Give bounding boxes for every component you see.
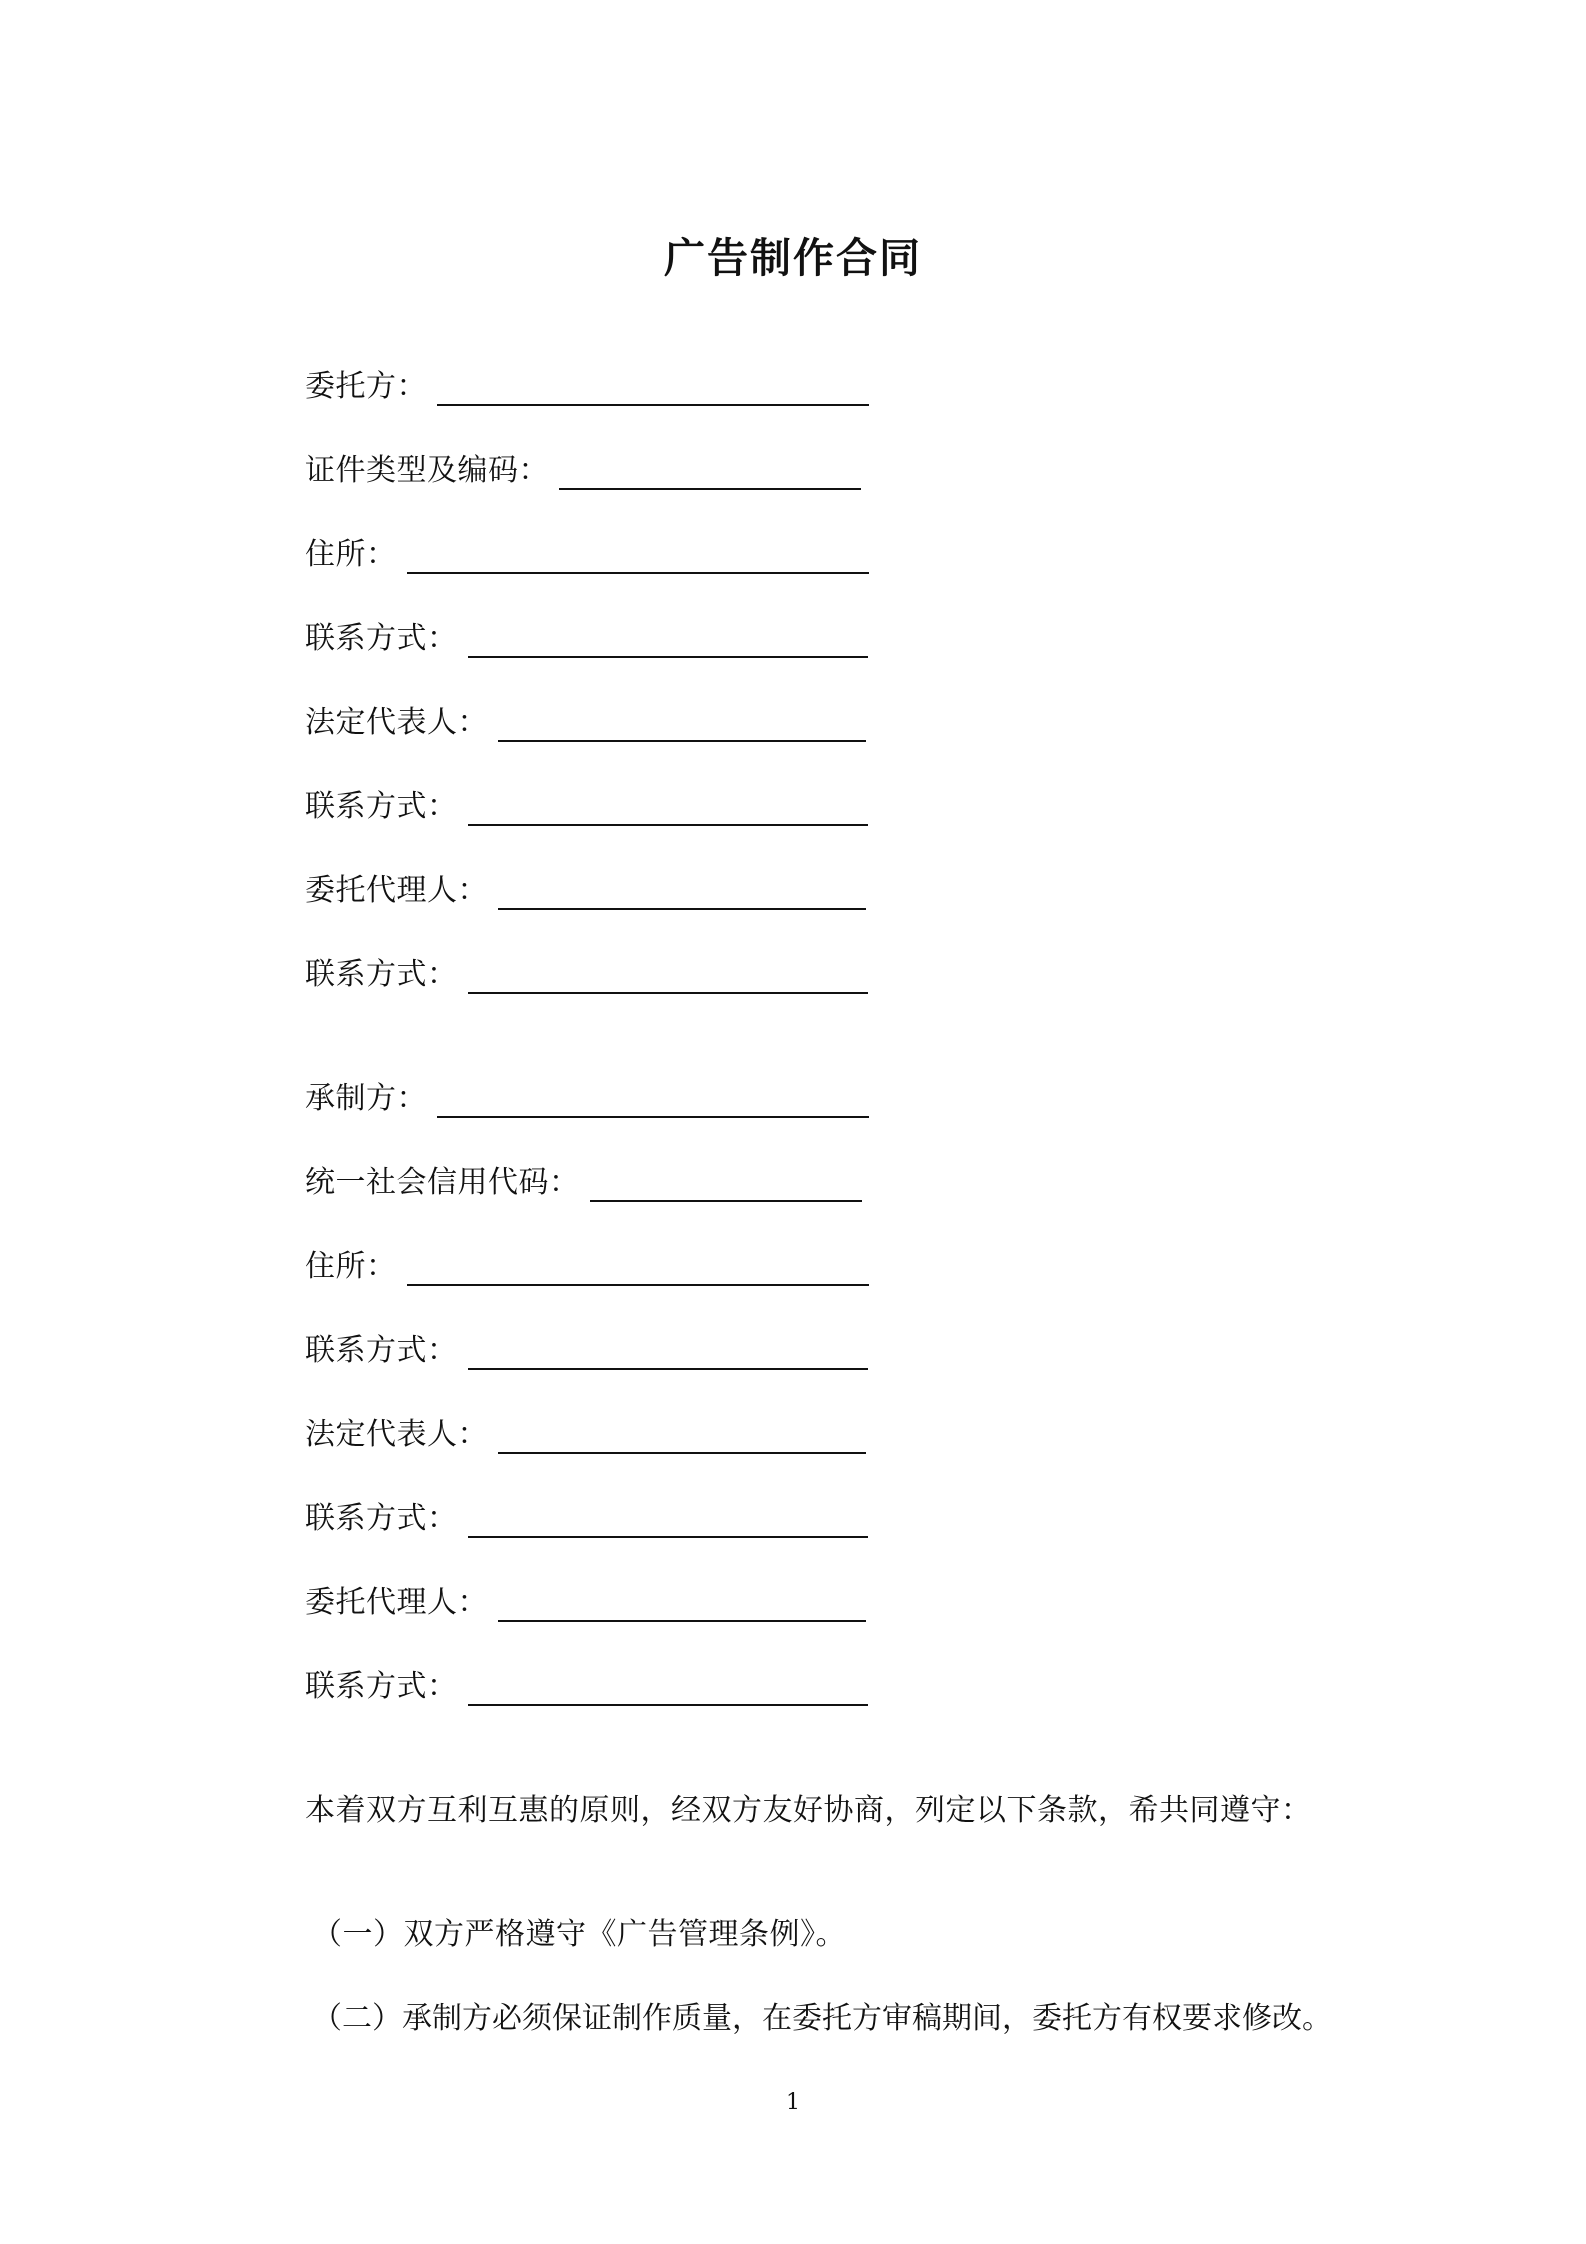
party-b-legal-rep-field xyxy=(305,1410,866,1460)
field-label: 法定代表人： xyxy=(305,705,488,740)
party-b-credit-code-field xyxy=(305,1158,862,1208)
party-a-address-field xyxy=(305,530,869,580)
field-label: 证件类型及编码： xyxy=(305,453,549,488)
fill-in-line[interactable] xyxy=(559,454,861,490)
page-number: 1 xyxy=(786,2090,800,2115)
field-label: 住所： xyxy=(305,1249,397,1284)
party-b-legal-rep-contact-field xyxy=(305,1494,868,1544)
party-a-legal-rep-field xyxy=(305,698,866,748)
field-label: 统一社会信用代码： xyxy=(305,1165,580,1200)
party-a-agent-contact-field xyxy=(305,950,868,1000)
field-label: 承制方： xyxy=(305,1081,427,1116)
fill-in-line[interactable] xyxy=(468,790,868,826)
party-a-id-type-field xyxy=(305,446,861,496)
field-label: 联系方式： xyxy=(305,1501,458,1536)
field-label: 委托方： xyxy=(305,369,427,404)
fill-in-line[interactable] xyxy=(498,1586,866,1622)
clause-1: （一）双方严格遵守《广告管理条例》。 xyxy=(312,1917,846,1952)
party-a-contact-field xyxy=(305,614,868,664)
field-label: 联系方式： xyxy=(305,789,458,824)
preamble-text: 本着双方互利互惠的原则，经双方友好协商，列定以下条款，希共同遵守： xyxy=(305,1793,1312,1828)
party-b-contractor-field xyxy=(305,1074,869,1124)
party-b-contact-field xyxy=(305,1326,868,1376)
clause-2: （二）承制方必须保证制作质量，在委托方审稿期间，委托方有权要求修改。 xyxy=(312,2001,1332,2036)
fill-in-line[interactable] xyxy=(498,706,866,742)
field-label: 联系方式： xyxy=(305,957,458,992)
party-b-address-field xyxy=(305,1242,869,1292)
fill-in-line[interactable] xyxy=(498,874,866,910)
fill-in-line[interactable] xyxy=(468,958,868,994)
field-label: 委托代理人： xyxy=(305,873,488,908)
fill-in-line[interactable] xyxy=(407,538,869,574)
party-a-agent-field xyxy=(305,866,866,916)
fill-in-line[interactable] xyxy=(468,622,868,658)
field-label: 住所： xyxy=(305,537,397,572)
fill-in-line[interactable] xyxy=(468,1670,868,1706)
party-b-agent-contact-field xyxy=(305,1662,868,1712)
field-label: 联系方式： xyxy=(305,1333,458,1368)
fill-in-line[interactable] xyxy=(498,1418,866,1454)
party-a-principal-field xyxy=(305,362,869,412)
fill-in-line[interactable] xyxy=(407,1250,869,1286)
party-a-legal-rep-contact-field xyxy=(305,782,868,832)
field-label: 法定代表人： xyxy=(305,1417,488,1452)
party-b-agent-field xyxy=(305,1578,866,1628)
field-label: 委托代理人： xyxy=(305,1585,488,1620)
document-title: 广告制作合同 xyxy=(664,234,922,282)
fill-in-line[interactable] xyxy=(590,1166,862,1202)
fill-in-line[interactable] xyxy=(468,1502,868,1538)
field-label: 联系方式： xyxy=(305,1669,458,1704)
fill-in-line[interactable] xyxy=(468,1334,868,1370)
fill-in-line[interactable] xyxy=(437,1082,869,1118)
fill-in-line[interactable] xyxy=(437,370,869,406)
field-label: 联系方式： xyxy=(305,621,458,656)
